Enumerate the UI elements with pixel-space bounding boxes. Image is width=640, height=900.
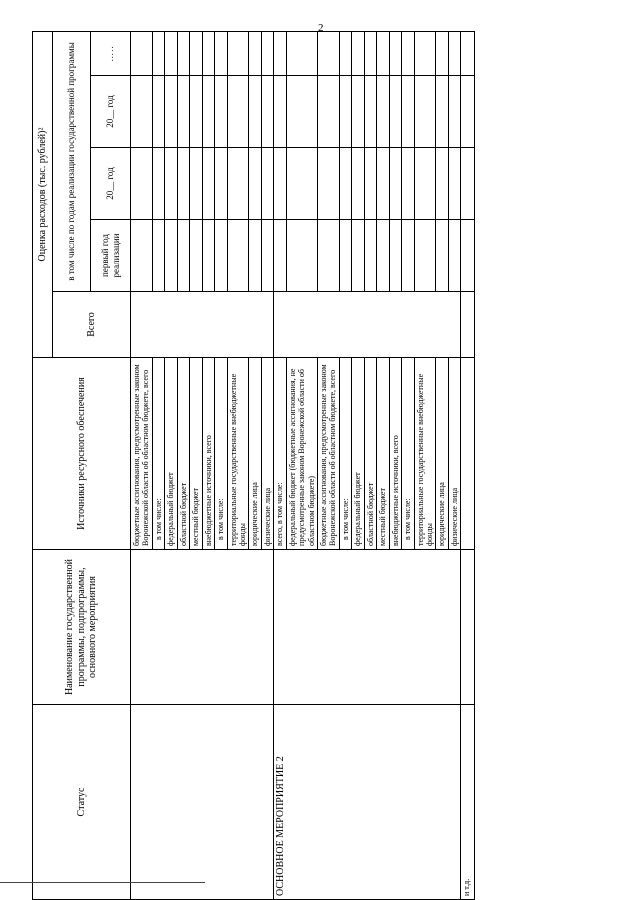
name-cell-1 xyxy=(131,550,274,705)
header-status: Статус xyxy=(33,705,131,900)
source-label: областной бюджет xyxy=(364,358,376,550)
source-label: внебюджетные источники, всего xyxy=(202,358,214,550)
source-label: бюджетные ассигнования, предусмотренные законом Воронежской области об областном бюджете, всего xyxy=(318,358,340,550)
source-label: физические лица xyxy=(448,358,460,550)
source-label: федеральный бюджет xyxy=(352,358,364,550)
source-label: местный бюджет xyxy=(190,358,202,550)
status-cell-1 xyxy=(131,705,274,900)
source-label: местный бюджет xyxy=(377,358,389,550)
footnote-separator xyxy=(0,882,205,883)
source-label: в том числе: xyxy=(402,358,414,550)
source-label: юридические лица xyxy=(249,358,261,550)
source-label: федеральный бюджет xyxy=(165,358,177,550)
header-year-2: 20__ год xyxy=(91,148,131,220)
total-cell-2 xyxy=(274,292,461,358)
name-cell-2 xyxy=(274,550,461,705)
header-estimate: Оценка расходов (тыс. рублей)² xyxy=(33,32,53,358)
status-etc: и т.д. xyxy=(461,705,475,900)
source-label: внебюджетные источники, всего xyxy=(389,358,401,550)
source-label: всего, в том числе: xyxy=(274,358,286,550)
source-label: юридические лица xyxy=(436,358,448,550)
source-label: в том числе: xyxy=(152,358,164,550)
total-cell-1 xyxy=(131,292,274,358)
page-number: 2 xyxy=(318,22,324,34)
resource-table xyxy=(32,31,475,900)
source-label: областной бюджет xyxy=(177,358,189,550)
table-row xyxy=(461,32,475,900)
table-row xyxy=(274,32,286,900)
source-label: территориальные государственные внебюджетные фонды xyxy=(414,358,436,550)
header-year-3: 20__ год xyxy=(91,76,131,148)
table-row xyxy=(131,32,153,900)
source-label: федеральный бюджет (бюджетные ассигнования, не предусмотренные законом Воронежской области об областном бюджете) xyxy=(286,358,317,550)
source-label: физические лица xyxy=(261,358,273,550)
rotated-table-container xyxy=(32,32,610,900)
status-main-activity-2: ОСНОВНОЕ МЕРОПРИЯТИЕ 2 xyxy=(274,705,461,900)
source-label: в том числе: xyxy=(339,358,351,550)
source-label: бюджетные ассигнования, предусмотренные законом Воронежской области об областном бюджете, всего xyxy=(131,358,153,550)
source-label: в том числе: xyxy=(215,358,227,550)
header-by-years: в том числе по годам реализации государственной программы xyxy=(53,32,91,292)
header-total: Всего xyxy=(53,292,131,358)
header-more-years: ….. xyxy=(91,32,131,76)
header-first-year: первый год реализации xyxy=(91,220,131,292)
header-sources: Источники ресурсного обеспечения xyxy=(33,358,131,550)
source-label: территориальные государственные внебюджетные фонды xyxy=(227,358,249,550)
header-name: Наименование государственной программы, подпрограммы, основного мероприятия xyxy=(33,550,131,705)
